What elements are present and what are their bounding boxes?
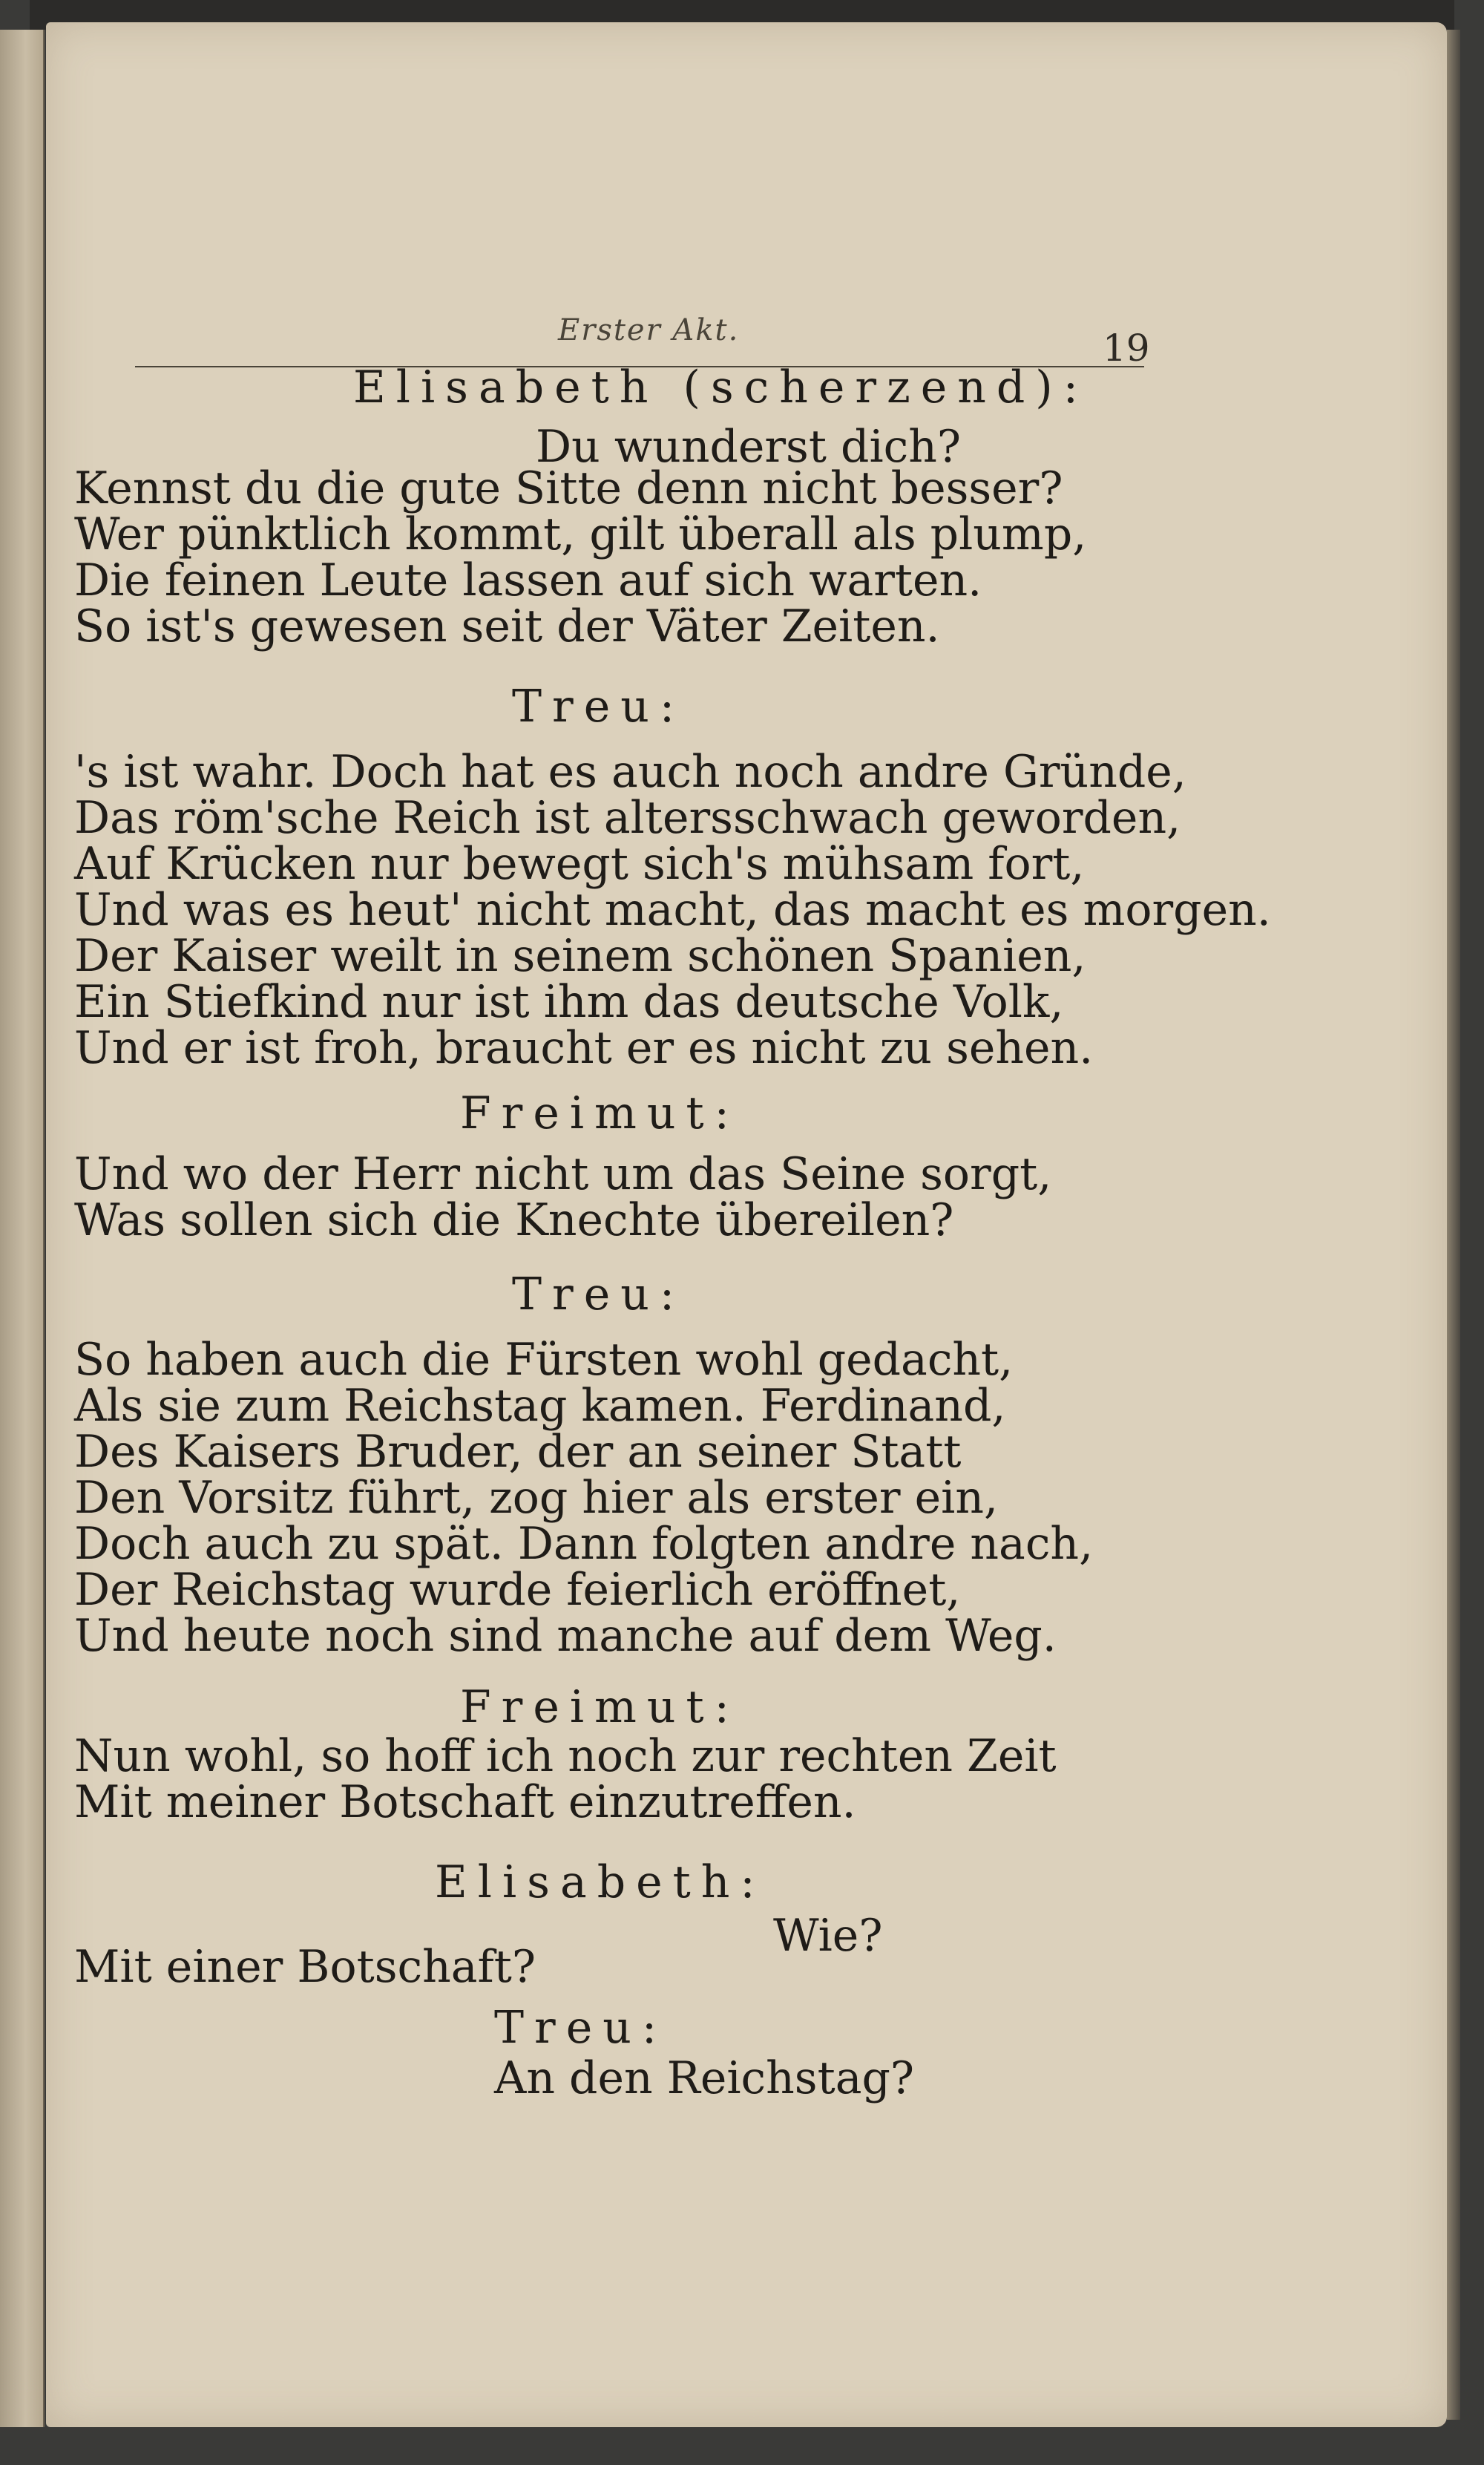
- page-number: 19: [1103, 327, 1150, 370]
- verse-line: Den Vorsitz führt, zog hier als erster ein,: [74, 1472, 999, 1524]
- speaker-heading: Freimut:: [460, 1681, 740, 1733]
- speaker-heading: Elisabeth:: [435, 1856, 766, 1908]
- verse-line: 's ist wahr. Doch hat es auch noch andre Gründe,: [74, 746, 1186, 798]
- verse-line: An den Reichstag?: [494, 2052, 915, 2104]
- verse-line: Des Kaisers Bruder, der an seiner Statt: [74, 1426, 962, 1478]
- verse-line: Und er ist froh, braucht er es nicht zu sehen.: [74, 1022, 1094, 1074]
- verse-line: Der Kaiser weilt in seinem schönen Spanien,: [74, 930, 1086, 982]
- verse-line: Und heute noch sind manche auf dem Weg.: [74, 1610, 1057, 1662]
- verse-line: Auf Krücken nur bewegt sich's mühsam fort,: [74, 838, 1085, 890]
- speaker-heading: Treu:: [512, 1268, 686, 1320]
- page-right-edge: [1447, 30, 1460, 2420]
- verse-line: Nun wohl, so hoff ich noch zur rechten Zeit: [74, 1730, 1057, 1782]
- verse-line: Das röm'sche Reich ist altersschwach geworden,: [74, 792, 1181, 844]
- verse-line: Die feinen Leute lassen auf sich warten.: [74, 554, 982, 606]
- verse-line: Der Reichstag wurde feierlich eröffnet,: [74, 1564, 961, 1616]
- facing-page-edge: [0, 30, 45, 2427]
- verse-line: Und wo der Herr nicht um das Seine sorgt,: [74, 1148, 1052, 1200]
- book-page: [46, 22, 1447, 2427]
- verse-line: Du wunderst dich?: [536, 421, 962, 473]
- verse-line: Als sie zum Reichstag kamen. Ferdinand,: [74, 1380, 1006, 1432]
- speaker-heading: Treu:: [512, 681, 686, 733]
- running-head: Erster Akt.: [558, 313, 740, 347]
- verse-line: Ein Stiefkind nur ist ihm das deutsche Volk,: [74, 976, 1064, 1028]
- speaker-heading: Elisabeth (scherzend):: [353, 361, 1089, 413]
- verse-line: So haben auch die Fürsten wohl gedacht,: [74, 1334, 1014, 1386]
- verse-line: Wie?: [773, 1910, 883, 1962]
- verse-line: Mit einer Botschaft?: [74, 1941, 536, 1993]
- verse-line: Kennst du die gute Sitte denn nicht besser?: [74, 462, 1063, 514]
- verse-line: So ist's gewesen seit der Väter Zeiten.: [74, 600, 940, 652]
- verse-line: Und was es heut' nicht macht, das macht es morgen.: [74, 884, 1271, 936]
- verse-line: Wer pünktlich kommt, gilt überall als plump,: [74, 508, 1087, 560]
- verse-line: Doch auch zu spät. Dann folgten andre nach,: [74, 1518, 1094, 1570]
- speaker-heading: Freimut:: [460, 1087, 740, 1139]
- speaker-heading: Treu:: [494, 2002, 668, 2054]
- verse-line: Mit meiner Botschaft einzutreffen.: [74, 1776, 856, 1828]
- verse-line: Was sollen sich die Knechte übereilen?: [74, 1194, 954, 1246]
